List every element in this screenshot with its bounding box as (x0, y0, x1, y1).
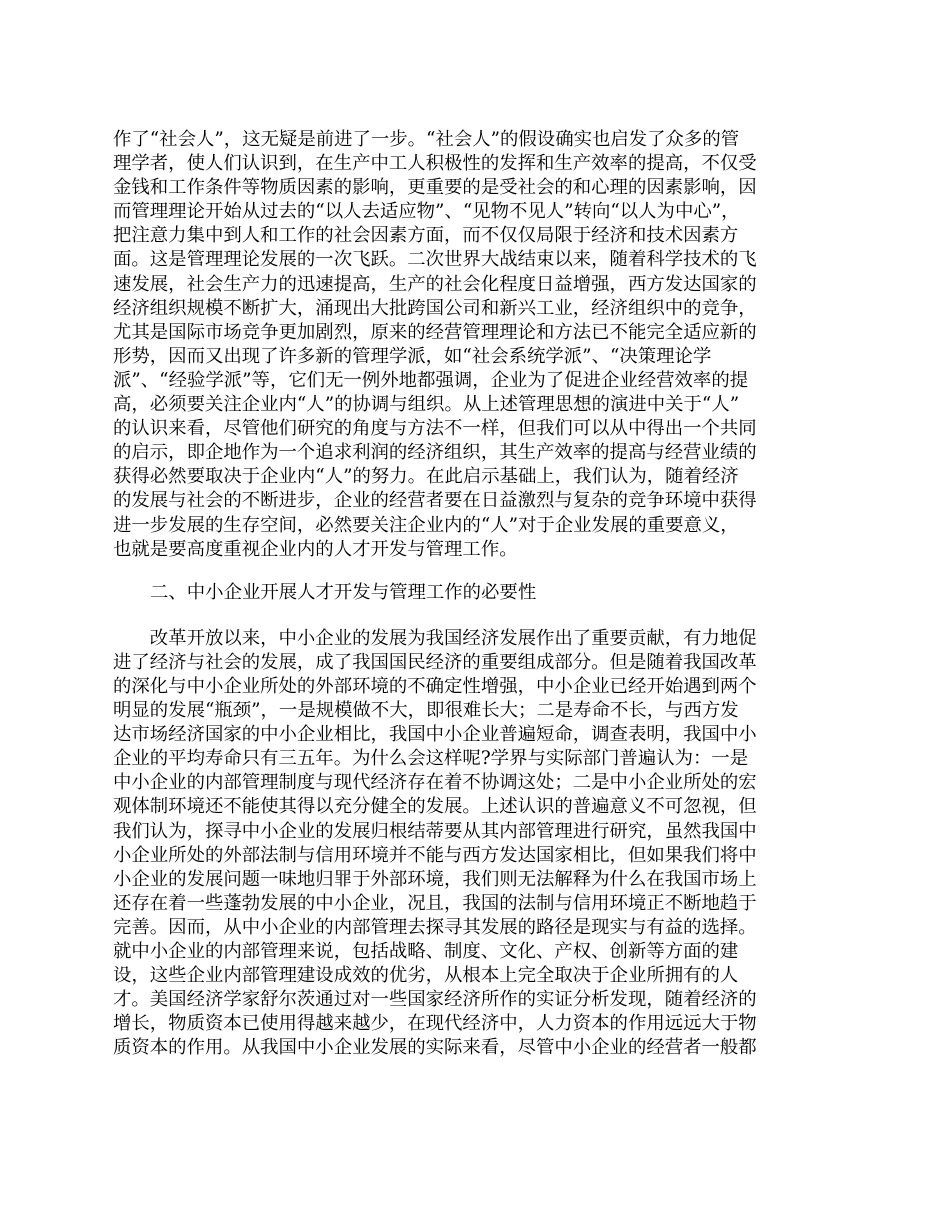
paragraph-1-line: 作了“社会人”，这无疑是前进了一步。“社会人”的假设确实也启发了众多的管 (113, 129, 740, 150)
paragraph-2-line: 还存在着一些蓬勃发展的中小企业，况且，我国的法制与信用环境正不断地趋于 (113, 892, 757, 914)
paragraph-2-line: 质资本的作用。从我国中小企业发展的实际来看，尽管中小企业的经营者一般都 (113, 1037, 757, 1059)
paragraph-1-line: 尤其是国际市场竞争更加剧烈，原来的经营管理理论和方法已不能完全适应新的 (113, 321, 757, 343)
paragraph-1-line: 高，必须要关注企业内“人”的协调与组织。从上述管理思想的演进中关于“人” (113, 394, 740, 416)
paragraph-1-line: 进一步发展的生存空间，必然要关注企业内的“人”对于企业发展的重要意义， (113, 514, 739, 536)
spacer (113, 562, 765, 581)
paragraph-1-line: 的认识来看，尽管他们研究的角度与方法不一样，但我们可以从中得出一个共同 (113, 418, 757, 440)
paragraph-2-line: 明显的发展“瓶颈”，一是规模做不大，即很难长大；二是寿命不长，与西方发 (113, 700, 739, 722)
paragraph-2-line: 观体制环境还不能使其得以充分健全的发展。上述认识的普遍意义不可忽视，但 (113, 796, 757, 818)
spacer (113, 605, 765, 627)
document-page (113, 128, 765, 1060)
paragraph-1-line: 的发展与社会的不断进步，企业的经营者要在日益激烈与复杂的竞争环境中获得 (113, 490, 757, 512)
paragraph-1-line: 而管理理论开始从过去的“以人去适应物”、“见物不见人”转向“以人为中心”， (113, 201, 740, 223)
paragraph-2-line: 企业的平均寿命只有三五年。为什么会这样呢?学界与实际部门普遍认为：一是 (113, 748, 749, 770)
paragraph-1-line: 面。这是管理理论发展的一次飞跃。二次世界大战结束以来，随着科学技术的飞 (113, 249, 757, 271)
paragraph-2-line: 完善。因而，从中小企业的内部管理去探寻其发展的路径是现实与有益的选择。 (113, 916, 757, 938)
paragraph-2-line: 就中小企业的内部管理来说，包括战略、制度、文化、产权、创新等方面的建 (113, 941, 739, 962)
paragraph-1-line: 理学者，使人们认识到，在生产中工人积极性的发挥和生产效率的提高，不仅受 (113, 153, 757, 175)
paragraph-1-line: 速发展，社会生产力的迅速提高，生产的社会化程度日益增强，西方发达国家的 (113, 273, 757, 295)
section-heading: 二、中小企业开展人才开发与管理工作的必要性 (150, 581, 537, 603)
paragraph-2-line: 才。美国经济学家舒尔茨通过对一些国家经济所作的实证分析发现，随着经济的 (113, 989, 757, 1011)
paragraph-2-line: 改革开放以来，中小企业的发展为我国经济发展作出了重要贡献，有力地促 (113, 627, 757, 649)
paragraph-1-line: 经济组织规模不断扩大，涌现出大批跨国公司和新兴工业，经济组织中的竞争， (113, 297, 757, 319)
paragraph-2-line: 设，这些企业内部管理建设成效的优劣，从根本上完全取决于企业所拥有的人 (113, 965, 739, 987)
paragraph-2-line: 增长，物质资本已使用得越来越少，在现代经济中，人力资本的作用远远大于物 (113, 1013, 757, 1035)
paragraph-2 (113, 627, 765, 1061)
paragraph-1-line: 也就是要高度重视企业内的人才开发与管理工作。 (113, 538, 518, 560)
paragraph-1-line: 金钱和工作条件等物质因素的影响，更重要的是受社会的和心理的因素影响，因 (113, 177, 757, 199)
paragraph-2-line: 进了经济与社会的发展，成了我国国民经济的重要组成部分。但是随着我国改革 (113, 651, 757, 673)
paragraph-2-line: 中小企业的内部管理制度与现代经济存在着不协调这处；二是中小企业所处的宏 (113, 772, 757, 794)
paragraph-2-line: 小企业所处的外部法制与信用环境并不能与西方发达国家相比，但如果我们将中 (113, 844, 757, 866)
paragraph-1 (113, 128, 765, 562)
paragraph-2-line: 我们认为，探寻中小企业的发展归根结蒂要从其内部管理进行研究，虽然我国中 (113, 820, 757, 842)
paragraph-1-line: 获得必然要取决于企业内“人”的努力。在此启示基础上，我们认为，随着经济 (113, 466, 739, 488)
paragraph-1-line: 派”、“经验学派”等，它们无一例外地都强调，企业为了促进企业经营效率的提 (113, 369, 749, 391)
paragraph-2-line: 小企业的发展问题一味地归罪于外部环境，我们则无法解释为什么在我国市场上 (113, 868, 757, 890)
paragraph-2-line: 的深化与中小企业所处的外部环境的不确定性增强，中小企业已经开始遇到两个 (113, 675, 757, 697)
paragraph-2-line: 达市场经济国家的中小企业相比，我国中小企业普遍短命，调查表明，我国中小 (113, 724, 757, 746)
paragraph-1-line: 把注意力集中到人和工作的社会因素方面，而不仅仅局限于经济和技术因素方 (113, 225, 739, 247)
paragraph-1-line: 形势，因而又出现了许多新的管理学派，如“社会系统学派”、“决策理论学 (113, 345, 712, 367)
paragraph-1-line: 的启示，即企地作为一个追求利润的经济组织，其生产效率的提高与经营业绩的 (113, 442, 757, 464)
